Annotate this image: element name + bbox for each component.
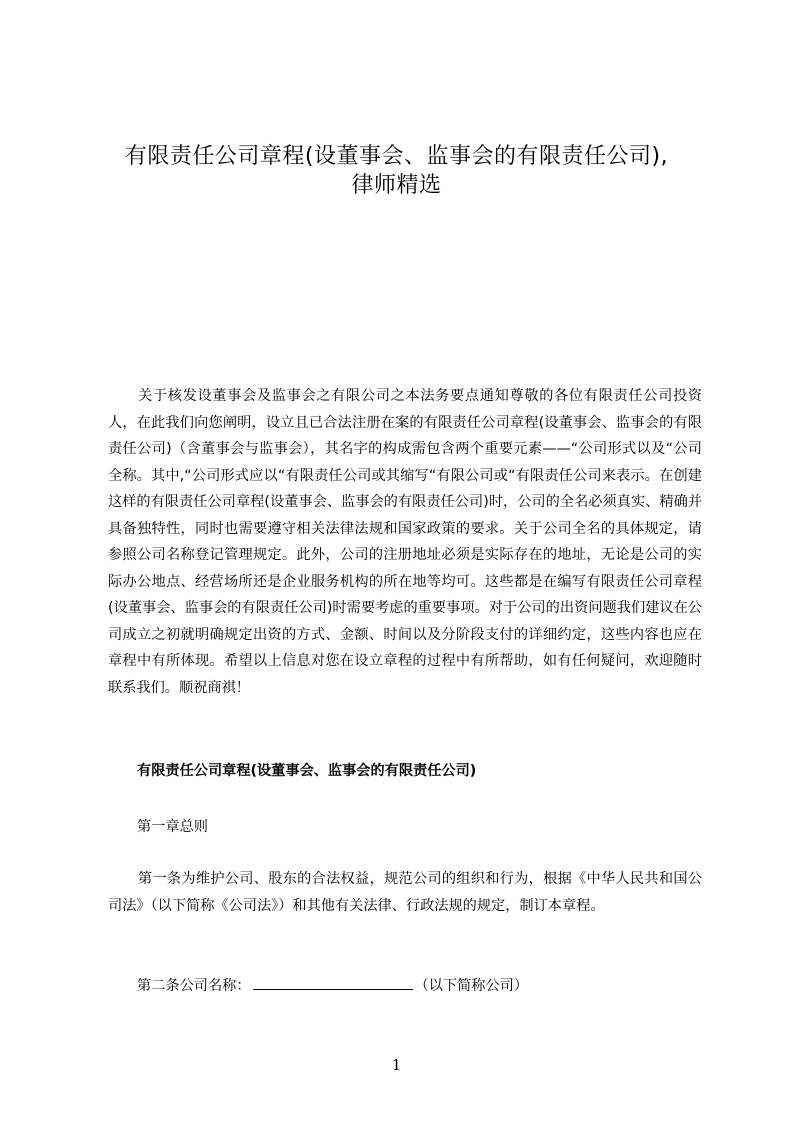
article-1-paragraph: 第一条为维护公司、股东的合法权益，规范公司的组织和行为，根据《中华人民共和国公司法》（以下简称《公司法》）和其他有关法律、行政法规的规定，制订本章程。 bbox=[108, 871, 702, 914]
article-2-label: 第二条公司名称： bbox=[137, 978, 251, 994]
section-heading: 有限责任公司章程(设董事会、监事会的有限责任公司) bbox=[137, 763, 477, 779]
document-title-line-2: 律师精选 bbox=[351, 173, 442, 198]
chapter-heading: 第一章总则 bbox=[137, 819, 208, 835]
article-2-paragraph bbox=[137, 974, 528, 997]
company-name-blank bbox=[253, 974, 413, 990]
intro-paragraph: 关于核发设董事会及监事会之有限公司之本法务要点通知尊敬的各位有限责任公司投资人，在此我们向您阐明，设立且已合法注册在案的有限责任公司章程(设董事会、监事会的有限责任公司)（含董事会与监事会），其名字的构成需包含两个重要元素——“公司形式以及“公司全称。其中,“公司形式应以“有限责任公司或其缩写“有限公司或“有限责任公司来表示。在创建这样的有限责任公司章程(设董事会、监事会的有限责任公司)时，公司的全名必须真实、精确并具备独特性，同时也需要遵守相关法律法规和国家政策的要求。关于公司全名的具体规定，请参照公司名称登记管理规定。此外，公司的注册地址必须是实际存在的地址，无论是公司的实际办公地点、经营场所还是企业服务机构的所在地等均可。这些都是在编写有限责任公司章程(设董事会、监事会的有限责任公司)时需要考虑的重要事项。对于公司的出资问题我们建议在公司成立之初就明确规定出资的方式、金额、时间以及分阶段支付的详细约定，这些内容也应在章程中有所体现。希望以上信息对您在设立章程的过程中有所帮助，如有任何疑问，欢迎随时联系我们。顺祝商祺！ bbox=[108, 388, 702, 696]
document-title-line-1: 有限责任公司章程(设董事会、监事会的有限责任公司), bbox=[124, 144, 669, 169]
page-number: 1 bbox=[391, 1056, 402, 1074]
article-2-suffix: （以下简称公司） bbox=[414, 978, 529, 994]
